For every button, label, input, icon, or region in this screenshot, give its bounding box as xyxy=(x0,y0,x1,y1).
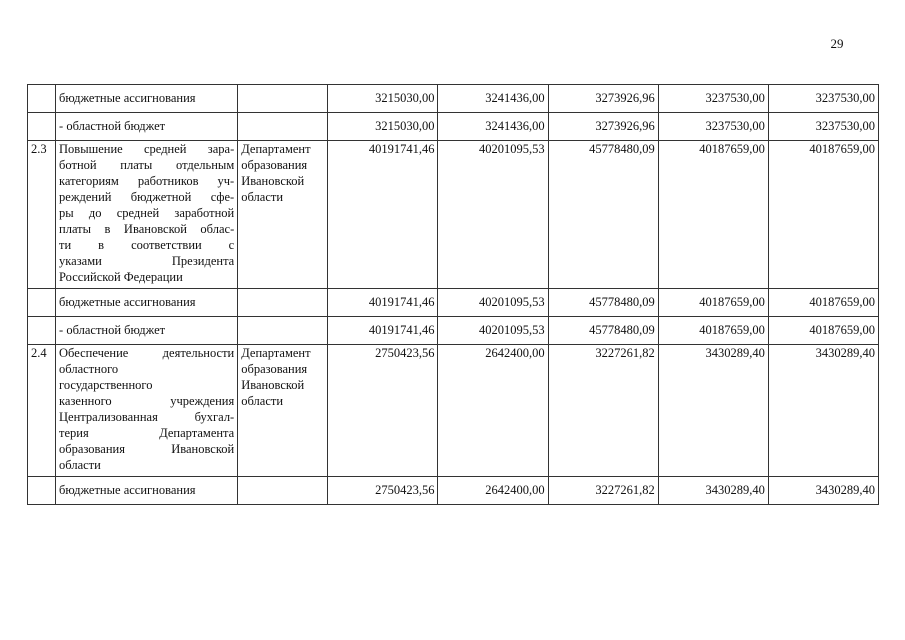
table-row-budget-line xyxy=(28,317,879,345)
row-name-line: указами Президента xyxy=(59,254,235,268)
row-number xyxy=(28,289,56,317)
row-value-col-2: 3241436,00 xyxy=(438,113,548,141)
table-row-item xyxy=(28,141,879,289)
row-name xyxy=(56,345,238,477)
row-name-line: казенного учреждения xyxy=(59,394,235,408)
table-row-budget-line xyxy=(28,113,879,141)
row-executor-line: образования xyxy=(241,362,308,376)
row-executor-line: области xyxy=(241,190,284,204)
row-executor-line: Ивановской xyxy=(241,378,305,392)
row-number: 2.4 xyxy=(28,345,56,477)
row-value-col-2: 2642400,00 xyxy=(438,345,548,477)
row-value-col-4: 3237530,00 xyxy=(658,113,768,141)
row-executor xyxy=(238,317,328,345)
row-value-col-3: 3273926,96 xyxy=(548,85,658,113)
row-value-col-3: 45778480,09 xyxy=(548,141,658,289)
row-value-col-3: 3227261,82 xyxy=(548,345,658,477)
row-executor xyxy=(238,345,328,477)
row-executor xyxy=(238,289,328,317)
row-value-col-1: 2750423,56 xyxy=(328,345,438,477)
table-row-budget-line xyxy=(28,289,879,317)
row-value-col-4: 40187659,00 xyxy=(658,317,768,345)
row-executor xyxy=(238,85,328,113)
row-name-line: реждений бюджетной сфе- xyxy=(59,190,235,204)
row-value-col-5: 3237530,00 xyxy=(768,113,878,141)
row-name-line: терия Департамента xyxy=(59,426,235,440)
row-name-line: образования Ивановской xyxy=(59,442,235,456)
row-value-col-5: 40187659,00 xyxy=(768,141,878,289)
row-name: бюджетные ассигнования xyxy=(56,85,238,113)
row-value-col-2: 40201095,53 xyxy=(438,141,548,289)
budget-table xyxy=(27,84,879,505)
row-name: - областной бюджет xyxy=(56,113,238,141)
row-name-line: Обеспечение деятельности xyxy=(59,346,235,360)
row-executor-line: Департамент xyxy=(241,346,311,360)
row-name-line: Повышение средней зара- xyxy=(59,142,235,156)
row-name: бюджетные ассигнования xyxy=(56,289,238,317)
row-number: 2.3 xyxy=(28,141,56,289)
row-value-col-5: 3430289,40 xyxy=(768,345,878,477)
row-value-col-2: 3241436,00 xyxy=(438,85,548,113)
table-row-budget-line xyxy=(28,85,879,113)
row-executor-line: Департамент xyxy=(241,142,311,156)
row-executor-line: образования xyxy=(241,158,308,172)
row-executor xyxy=(238,113,328,141)
row-value-col-4: 40187659,00 xyxy=(658,141,768,289)
row-value-col-4: 40187659,00 xyxy=(658,289,768,317)
row-value-col-3: 3273926,96 xyxy=(548,113,658,141)
row-name-line: государственного xyxy=(59,378,153,392)
row-executor xyxy=(238,477,328,505)
row-value-col-1: 2750423,56 xyxy=(328,477,438,505)
row-value-col-3: 3227261,82 xyxy=(548,477,658,505)
row-name-line: категориям работников уч- xyxy=(59,174,235,188)
row-name-line: областного xyxy=(59,362,119,376)
table-row-budget-line xyxy=(28,477,879,505)
row-name-line: ботной платы отдельным xyxy=(59,158,235,172)
row-value-col-1: 3215030,00 xyxy=(328,113,438,141)
row-value-col-2: 2642400,00 xyxy=(438,477,548,505)
row-executor-line: Ивановской xyxy=(241,174,305,188)
row-name: бюджетные ассигнования xyxy=(56,477,238,505)
row-value-col-1: 3215030,00 xyxy=(328,85,438,113)
row-executor xyxy=(238,141,328,289)
row-name-line: ры до средней заработной xyxy=(59,206,235,220)
row-value-col-4: 3237530,00 xyxy=(658,85,768,113)
row-value-col-1: 40191741,46 xyxy=(328,141,438,289)
row-value-col-5: 40187659,00 xyxy=(768,317,878,345)
row-value-col-2: 40201095,53 xyxy=(438,317,548,345)
row-value-col-5: 3430289,40 xyxy=(768,477,878,505)
table-body xyxy=(28,85,879,505)
row-name-line: Централизованная бухгал- xyxy=(59,410,235,424)
row-executor-line: области xyxy=(241,394,284,408)
row-name-line: платы в Ивановской облас- xyxy=(59,222,235,236)
row-value-col-5: 40187659,00 xyxy=(768,289,878,317)
row-value-col-1: 40191741,46 xyxy=(328,317,438,345)
row-number xyxy=(28,317,56,345)
row-value-col-5: 3237530,00 xyxy=(768,85,878,113)
row-value-col-3: 45778480,09 xyxy=(548,289,658,317)
page-number: 29 xyxy=(830,36,844,51)
row-number xyxy=(28,85,56,113)
row-name-line: Российской Федерации xyxy=(59,270,183,284)
row-name xyxy=(56,141,238,289)
row-value-col-2: 40201095,53 xyxy=(438,289,548,317)
table-row-item xyxy=(28,345,879,477)
row-value-col-1: 40191741,46 xyxy=(328,289,438,317)
row-value-col-3: 45778480,09 xyxy=(548,317,658,345)
row-name-line: области xyxy=(59,458,101,472)
row-value-col-4: 3430289,40 xyxy=(658,477,768,505)
row-name: - областной бюджет xyxy=(56,317,238,345)
row-name-line: ти в соответствии с xyxy=(59,238,235,252)
row-value-col-4: 3430289,40 xyxy=(658,345,768,477)
row-number xyxy=(28,477,56,505)
row-number xyxy=(28,113,56,141)
